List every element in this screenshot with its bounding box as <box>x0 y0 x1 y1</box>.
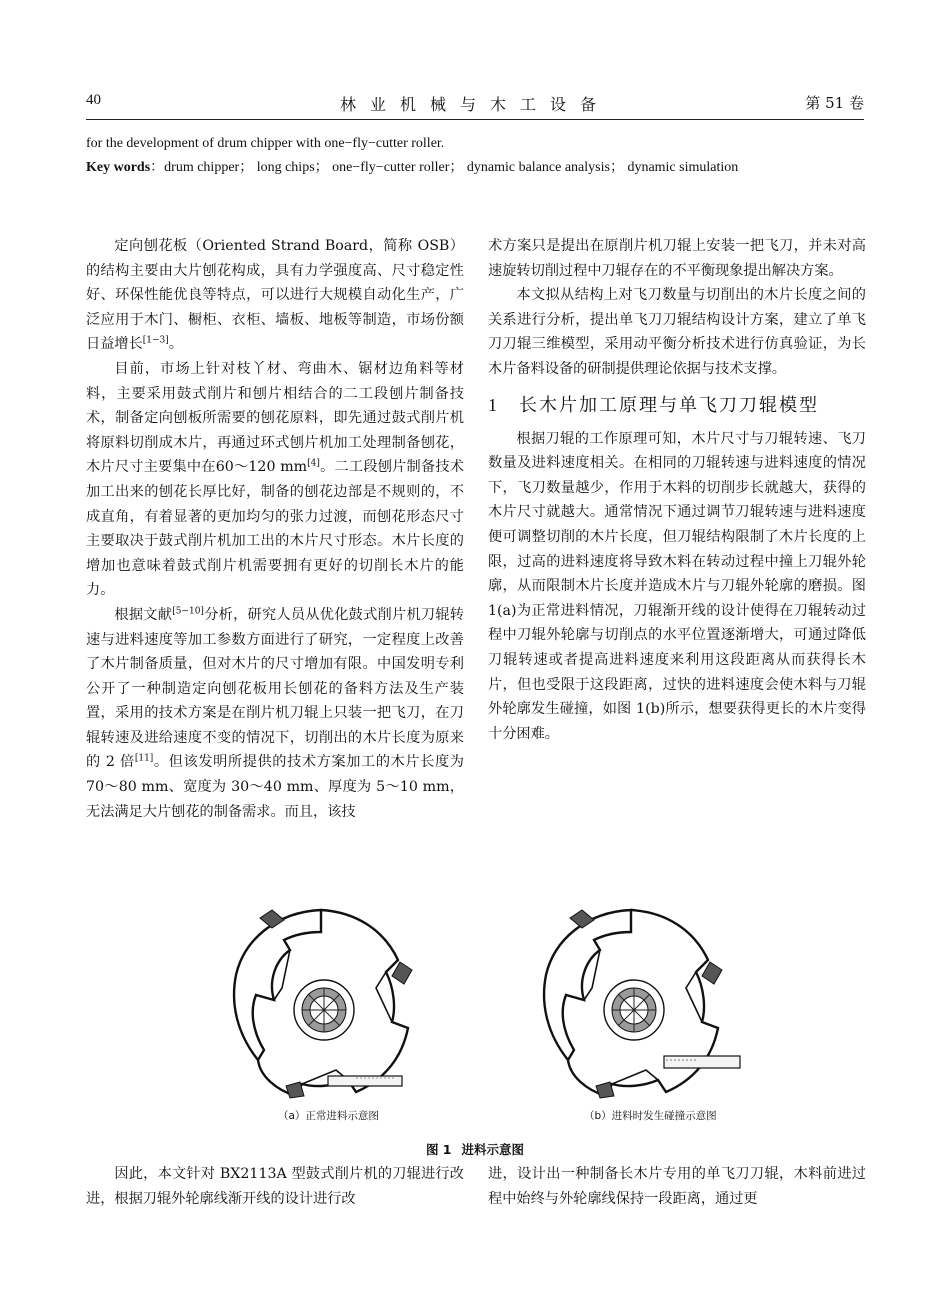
right-column <box>488 234 866 746</box>
keywords-line <box>86 156 864 180</box>
running-header <box>86 92 864 118</box>
paragraph-objective: 本文拟从结构上对飞刀数量与切削出的木片长度之间的关系进行分析，提出单飞刀刀辊结构设计方案，建立了单飞刀刀辊三维模型，采用动平衡分析技术进行仿真验证，为长木片备料设备的研制提供理论依据与技术支撑。 <box>488 287 866 377</box>
section-number: 1 <box>488 394 499 415</box>
figure-label: 图 1 <box>425 1142 452 1157</box>
abstract-tail <box>86 132 864 180</box>
left-column <box>86 234 464 824</box>
normal-feed-diagram <box>216 900 426 1100</box>
citation: [11] <box>134 753 154 764</box>
keywords-label: Key words <box>86 160 151 175</box>
citation: [1−3] <box>142 335 169 346</box>
paragraph-continued: 术方案只是提出在原削片机刀辊上安装一把飞刀，并未对高速旋转切削过程中刀辊存在的不平衡现象提出解决方案。 <box>488 238 866 279</box>
section-heading <box>488 390 866 421</box>
volume-label: 第 51 卷 <box>805 94 864 112</box>
citation: [5−10] <box>172 606 204 617</box>
subcaption-b: （b）进料时发生碰撞示意图 <box>584 1110 717 1122</box>
bottom-right-text: 进，设计出一种制备长木片专用的单飞刀刀辊，木料前进过程中始终与外轮廓线保持一段距离，通过更 <box>488 1166 866 1207</box>
paragraph-literature: 根据文献[5−10]分析，研究人员从优化鼓式削片机刀辊转速与进料速度等加工参数方面进行了研究，一定程度上改善了木片制备质量，但对木片的尺寸增加有限。中国发明专利公开了一种制造定向刨花板用长刨花的备料方法及生产装置，采用的技术方案是在削片机刀辊上只装一把飞刀，在刀辊转速及进给速度不变的情况下，切削出的木片长度为原来的 2 倍[11]。但该发明所提供的技术方案加工的木片长度为 70～80 mm、宽度为 30～40 mm、厚度为 5～10 mm，无法满足大片刨花的制备需求。而且，该技 <box>86 606 464 820</box>
subcaption-a: （a）正常进料示意图 <box>278 1110 379 1122</box>
journal-title: 林业机械与木工设备 <box>339 95 610 114</box>
paragraph-intro: 定向刨花板（Oriented Strand Board，简称 OSB）的结构主要由大片刨花构成，具有力学强度高、尺寸稳定性好、环保性能优良等特点，可以进行大规模自动化生产，广泛应用于木门、橱柜、衣柜、墙板、地板等制造，市场份额日益增长[1−3]。 <box>86 238 464 353</box>
figure-caption <box>86 1140 864 1158</box>
citation: [4] <box>307 458 320 469</box>
abstract-last-line: for the development of drum chipper with one−fly−cutter roller. <box>86 136 445 151</box>
figure-title: 进料示意图 <box>461 1142 525 1157</box>
keywords-text: ：drum chipper； long chips； one−fly−cutter roller； dynamic balance analysis； dynamic simulation <box>150 160 739 175</box>
header-divider <box>86 119 864 120</box>
page-number: 40 <box>86 92 101 108</box>
collision-feed-diagram <box>526 900 746 1100</box>
paragraph-principle: 根据刀辊的工作原理可知，木片尺寸与刀辊转速、飞刀数量及进料速度相关。在相同的刀辊转速与进料速度的情况下，飞刀数量越少，作用于木料的切削步长就越大，获得的木片尺寸就越大。通常情况下通过调节刀辊转速与进料速度便可调整切削的木片长度，但刀辊结构限制了木片长度的上限，过高的进料速度将导致木料在转动过程中撞上刀辊外轮廓，从而限制木片长度并造成木片与刀辊外轮廓的磨损。图 1(a)为正常进料情况，刀辊渐开线的设计使得在刀辊转动过程中刀辊外轮廓与切削点的水平位置逐渐增大，可通过降低刀辊转速或者提高进料速度来利用这段距离从而获得长木片，但也受限于这段距离，过快的进料速度会使木料与刀辊外轮廓发生碰撞，如图 1(b)所示，想要获得更长的木片变得十分困难。 <box>488 430 866 742</box>
section-title: 长木片加工原理与单飞刀刀辊模型 <box>519 394 819 416</box>
paragraph-current-tech: 目前，市场上针对枝丫材、弯曲木、锯材边角料等材料，主要采用鼓式削片和刨片相结合的二工段刨片制备技术，制备定向刨板所需要的刨花原料，即先通过鼓式削片机将原料切削成木片，再通过环式刨片机加工处理制备刨花，木片尺寸主要集中在60～120 mm[4]。二工段刨片制备技术加工出来的刨花长厚比好，制备的刨花边部是不规则的，不成直角，有着显著的更加均匀的张力过渡，而刨花形态尺寸主要取决于鼓式削片机加工出的木片尺寸形态。木片长度的增加也意味着鼓式削片机需要拥有更好的切削长木片的能力。 <box>86 360 464 599</box>
figure-1 <box>86 900 864 1160</box>
bottom-left-text: 因此，本文针对 BX2113A 型鼓式削片机的刀辊进行改进，根据刀辊外轮廓线渐开线的设计进行改 <box>86 1166 464 1207</box>
